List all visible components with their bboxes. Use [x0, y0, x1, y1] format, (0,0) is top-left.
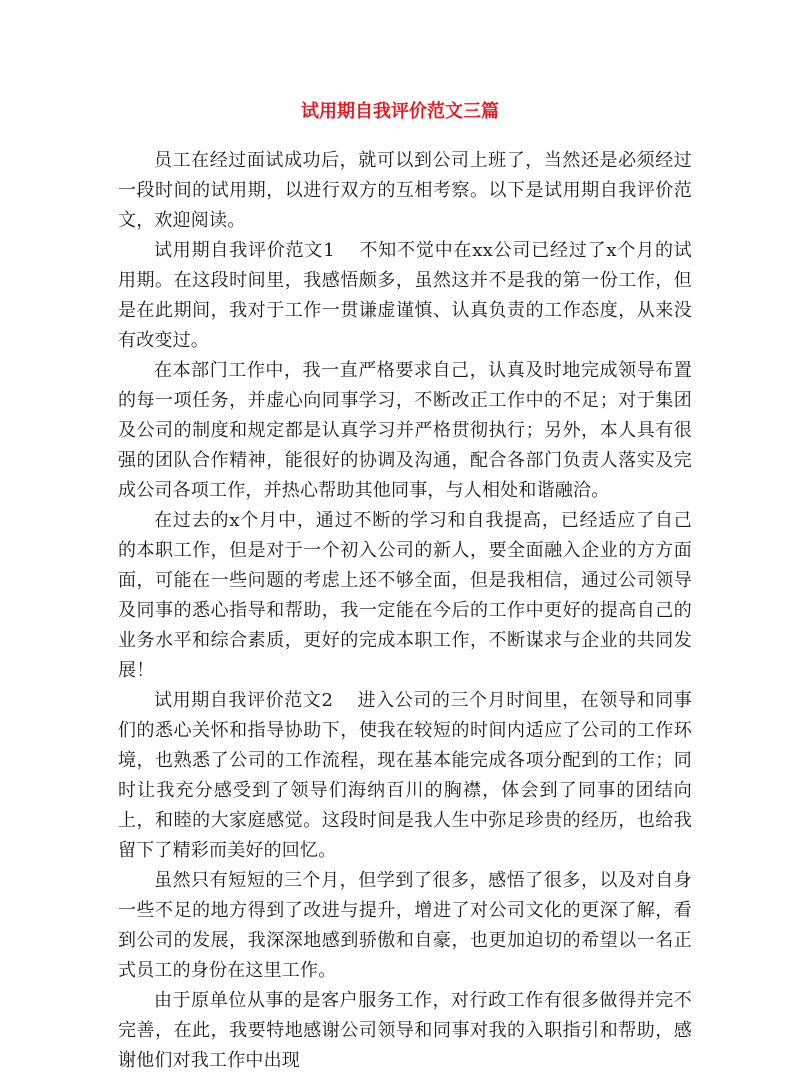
paragraph-sample-1: [118, 236, 692, 356]
paragraph-text: 虽然只有短短的三个月，但学到了很多，感悟了很多，以及对自身一些不足的地方得到了改进与提升，增进了对公司文化的更深了解，看到公司的发展，我深深地感到骄傲和自豪，也更加迫切的希望以一名正式员工的身份在这里工作。: [118, 870, 692, 981]
paragraph-text: 员工在经过面试成功后，就可以到公司上班了，当然还是必须经过一段时间的试用期，以进行双方的互相考察。以下是试用期自我评价范文，欢迎阅读。: [118, 150, 692, 231]
paragraph-text: 进入公司的三个月时间里，在领导和同事们的悉心关怀和指导协助下，使我在较短的时间内适应了公司的工作环境，也熟悉了公司的工作流程，现在基本能完成各项分配到的工作；同时让我充分感受到了领导们海纳百川的胸襟，体会到了同事的团结向上，和睦的大家庭感觉。这段时间是我人生中弥足珍贵的经历，也给我留下了精彩而美好的回忆。: [118, 690, 692, 861]
paragraph-text: 在过去的x个月中，通过不断的学习和自我提高，已经适应了自己的本职工作，但是对于一个初入公司的新人，要全面融入企业的方方面面，可能在一些问题的考虑上还不够全面，但是我相信，通过公司领导及同事的悉心指导和帮助，我一定能在今后的工作中更好的提高自己的业务水平和综合素质，更好的完成本职工作，不断谋求与企业的共同发展！: [118, 510, 692, 681]
paragraph-text: 由于原单位从事的是客户服务工作，对行政工作有很多做得并完不完善，在此，我要特地感谢公司领导和同事对我的入职指引和帮助，感谢他们对我工作中出现: [118, 990, 692, 1071]
document-title: 试用期自我评价范文三篇: [301, 101, 499, 122]
paragraph-intro: [118, 146, 692, 236]
sample-heading-2: 试用期自我评价范文2: [154, 690, 334, 711]
document-body: [118, 146, 692, 1076]
paragraph-sample-2: [118, 686, 692, 866]
paragraph-three-months: [118, 866, 692, 986]
paragraph-past-months: [118, 506, 692, 686]
paragraph-gratitude: [118, 986, 692, 1076]
paragraph-text: 在本部门工作中，我一直严格要求自己，认真及时地完成领导布置的每一项任务，并虚心向同事学习，不断改正工作中的不足；对于集团及公司的制度和规定都是认真学习并严格贯彻执行；另外，本人具有很强的团队合作精神，能很好的协调及沟通，配合各部门负责人落实及完成公司各项工作，并热心帮助其他同事，与人相处和谐融洽。: [118, 360, 692, 501]
paragraph-text: 不知不觉中在xx公司已经过了x个月的试用期。在这段时间里，我感悟颇多，虽然这并不是我的第一份工作，但是在此期间，我对于工作一贯谦虚谨慎、认真负责的工作态度，从来没有改变过。: [118, 240, 692, 351]
paragraph-department-work: [118, 356, 692, 506]
sample-heading-1: 试用期自我评价范文1: [154, 240, 335, 261]
